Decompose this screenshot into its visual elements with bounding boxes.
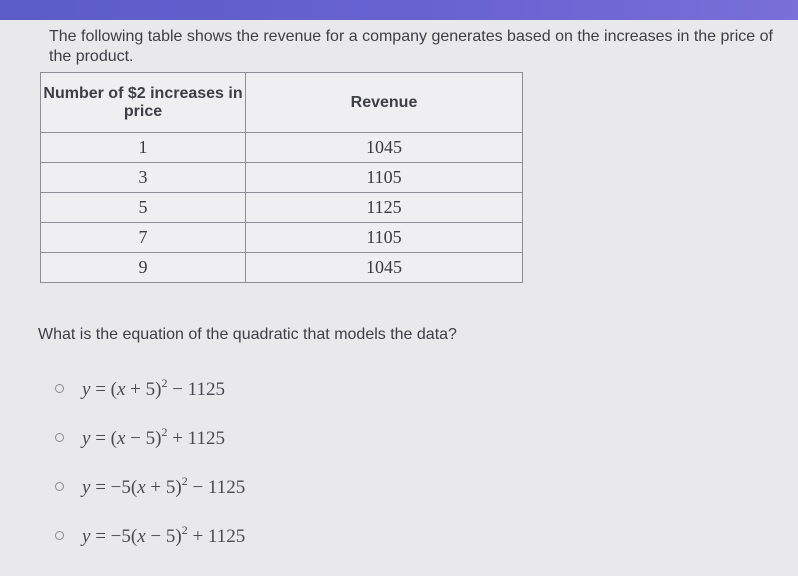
- cell-increases: 5: [41, 193, 246, 223]
- cell-revenue: 1105: [246, 223, 523, 253]
- cell-revenue: 1105: [246, 163, 523, 193]
- table-row: [41, 193, 523, 223]
- equation: $y = -5(x + 5)^2 - 1125$: [82, 474, 246, 498]
- cell-increases: 9: [41, 253, 246, 283]
- top-bar: [0, 0, 798, 20]
- header-price-increases: Number of $2 increases in price: [41, 73, 246, 133]
- table-header-row: [41, 73, 523, 133]
- cell-increases: 1: [41, 133, 246, 163]
- equation: $y = -5(x - 5)^2 + 1125$: [82, 523, 246, 547]
- question-prompt: What is the equation of the quadratic that models the data?: [38, 326, 457, 343]
- cell-revenue: 1045: [246, 253, 523, 283]
- table-row: [41, 223, 523, 253]
- radio-button[interactable]: [55, 531, 64, 540]
- radio-button[interactable]: [55, 384, 64, 393]
- cell-revenue: 1045: [246, 133, 523, 163]
- equation: $y = (x + 5)^2 - 1125$: [82, 376, 225, 400]
- cell-revenue: 1125: [246, 193, 523, 223]
- radio-button[interactable]: [55, 482, 64, 491]
- table-row: [41, 163, 523, 193]
- cell-increases: 7: [41, 223, 246, 253]
- table-row: [41, 253, 523, 283]
- equation: $y = (x - 5)^2 + 1125$: [82, 425, 225, 449]
- question-text: The following table shows the revenue for a company generates based on the increases in the price of the product.: [49, 28, 773, 65]
- header-revenue: Revenue: [246, 73, 523, 133]
- answer-option-2[interactable]: [55, 425, 225, 450]
- answer-option-4[interactable]: [55, 523, 245, 548]
- cell-increases: 3: [41, 163, 246, 193]
- table-row: [41, 133, 523, 163]
- revenue-table: [40, 72, 523, 283]
- radio-button[interactable]: [55, 433, 64, 442]
- answer-option-1[interactable]: [55, 376, 225, 401]
- answer-option-3[interactable]: [55, 474, 245, 499]
